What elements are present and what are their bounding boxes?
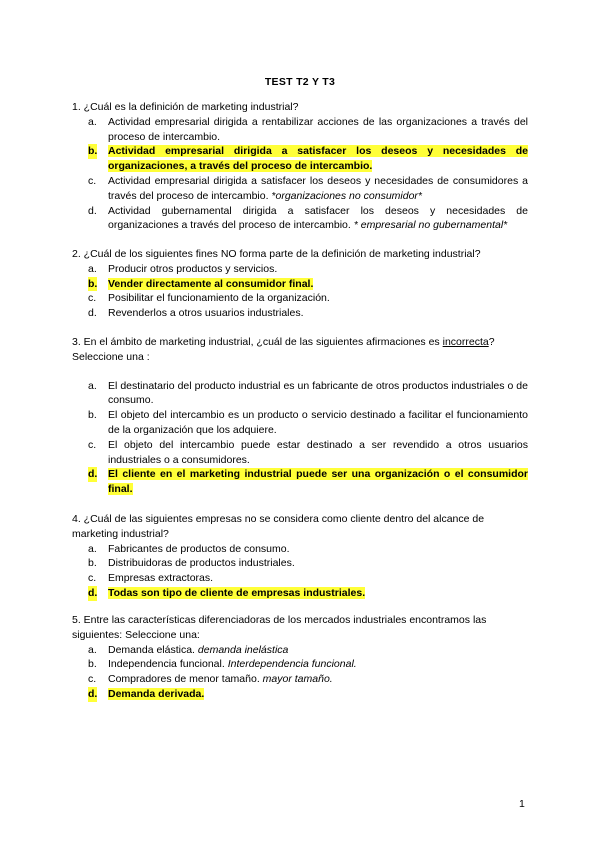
q1-option-d: d. Actividad gubernamental dirigida a satisfacer los deseos y necesidades de organizaciones a través del proceso de intercambio. * empresarial no gubernamental* [88,204,528,232]
q2-option-d: d. Revenderlos a otros usuarios industriales. [88,307,304,320]
question-3 [72,335,528,497]
q3-option-b: b. El objeto del intercambio es un producto o servicio destinado a facilitar el funcionamiento de la organización que los adquiere. [88,409,528,436]
q5-option-c-note: mayor tamaño. [262,673,333,686]
q5-option-c: c. Compradores de menor tamaño. mayor tamaño. [88,673,333,686]
q5-option-a: a. Demanda elástica. demanda inelástica [88,643,289,656]
question-3-instruction: Seleccione una : [72,350,150,363]
q1-option-c: c. Actividad empresarial dirigida a satisfacer los deseos y necesidades de consumidores a través del proceso de intercambio. *organizaciones no consumidor* [88,174,528,202]
question-2-text: 2. ¿Cuál de los siguientes fines NO forma parte de la definición de marketing industrial? [72,248,481,260]
question-1 [72,100,528,233]
q2-option-b-correct: b. Vender directamente al consumidor final. [88,277,314,290]
q1-option-d-note: * empresarial no gubernamental* [353,219,508,232]
q2-option-c: c. Posibilitar el funcionamiento de la organización. [88,292,330,305]
question-1-text: 1. ¿Cuál es la definición de marketing industrial? [72,101,299,113]
question-4 [72,512,528,601]
q4-option-b: b. Distribuidoras de productos industriales. [88,557,295,570]
q1-option-c-note: *organizaciones no consumidor* [271,189,423,202]
q4-option-d-correct: d. Todas son tipo de cliente de empresas industriales. [88,586,366,599]
q3-option-a: a. El destinatario del producto industrial es un fabricante de otros productos industriales o de consumo. [88,379,528,407]
q4-option-a: a. Fabricantes de productos de consumo. [88,542,290,555]
q3-option-d-correct: d. El cliente en el marketing industrial puede ser una organización o el consumidor final. [88,468,528,496]
q4-option-c: c. Empresas extractoras. [88,572,214,585]
document-title: TEST T2 Y T3 [264,76,336,88]
q5-option-b: b. Independencia funcional. Interdependencia funcional. [88,658,357,671]
q5-option-a-note: demanda inelástica [197,643,289,656]
question-3-text: 3. En el ámbito de marketing industrial, ¿cuál de las siguientes afirmaciones es incorrecta? [72,336,495,348]
q5-option-b-note: Interdependencia funcional. [227,658,357,671]
question-5-text: 5. Entre las características diferenciadoras de los mercados industriales encontramos las siguientes: Seleccione una: [72,614,487,641]
q5-option-d-correct: d. Demanda derivada. [88,687,205,700]
page-number: 1 [519,798,525,810]
question-2 [72,247,528,321]
question-4-text: 4. ¿Cuál de las siguientes empresas no se considera como cliente dentro del alcance de marketing industrial? [72,513,485,540]
q1-option-a: a. Actividad empresarial dirigida a rentabilizar acciones de las organizaciones a través del proceso de intercambio. [88,115,528,143]
q2-option-a: a. Producir otros productos y servicios. [88,262,278,275]
q1-option-b-correct: b. Actividad empresarial dirigida a satisfacer los deseos y necesidades de organizaciones, a través del proceso de intercambio. [88,145,528,173]
question-5 [72,613,528,702]
q3-option-c: c. El objeto del intercambio puede estar destinado a ser revendido a otros usuarios industriales o a consumidores. [88,438,528,466]
